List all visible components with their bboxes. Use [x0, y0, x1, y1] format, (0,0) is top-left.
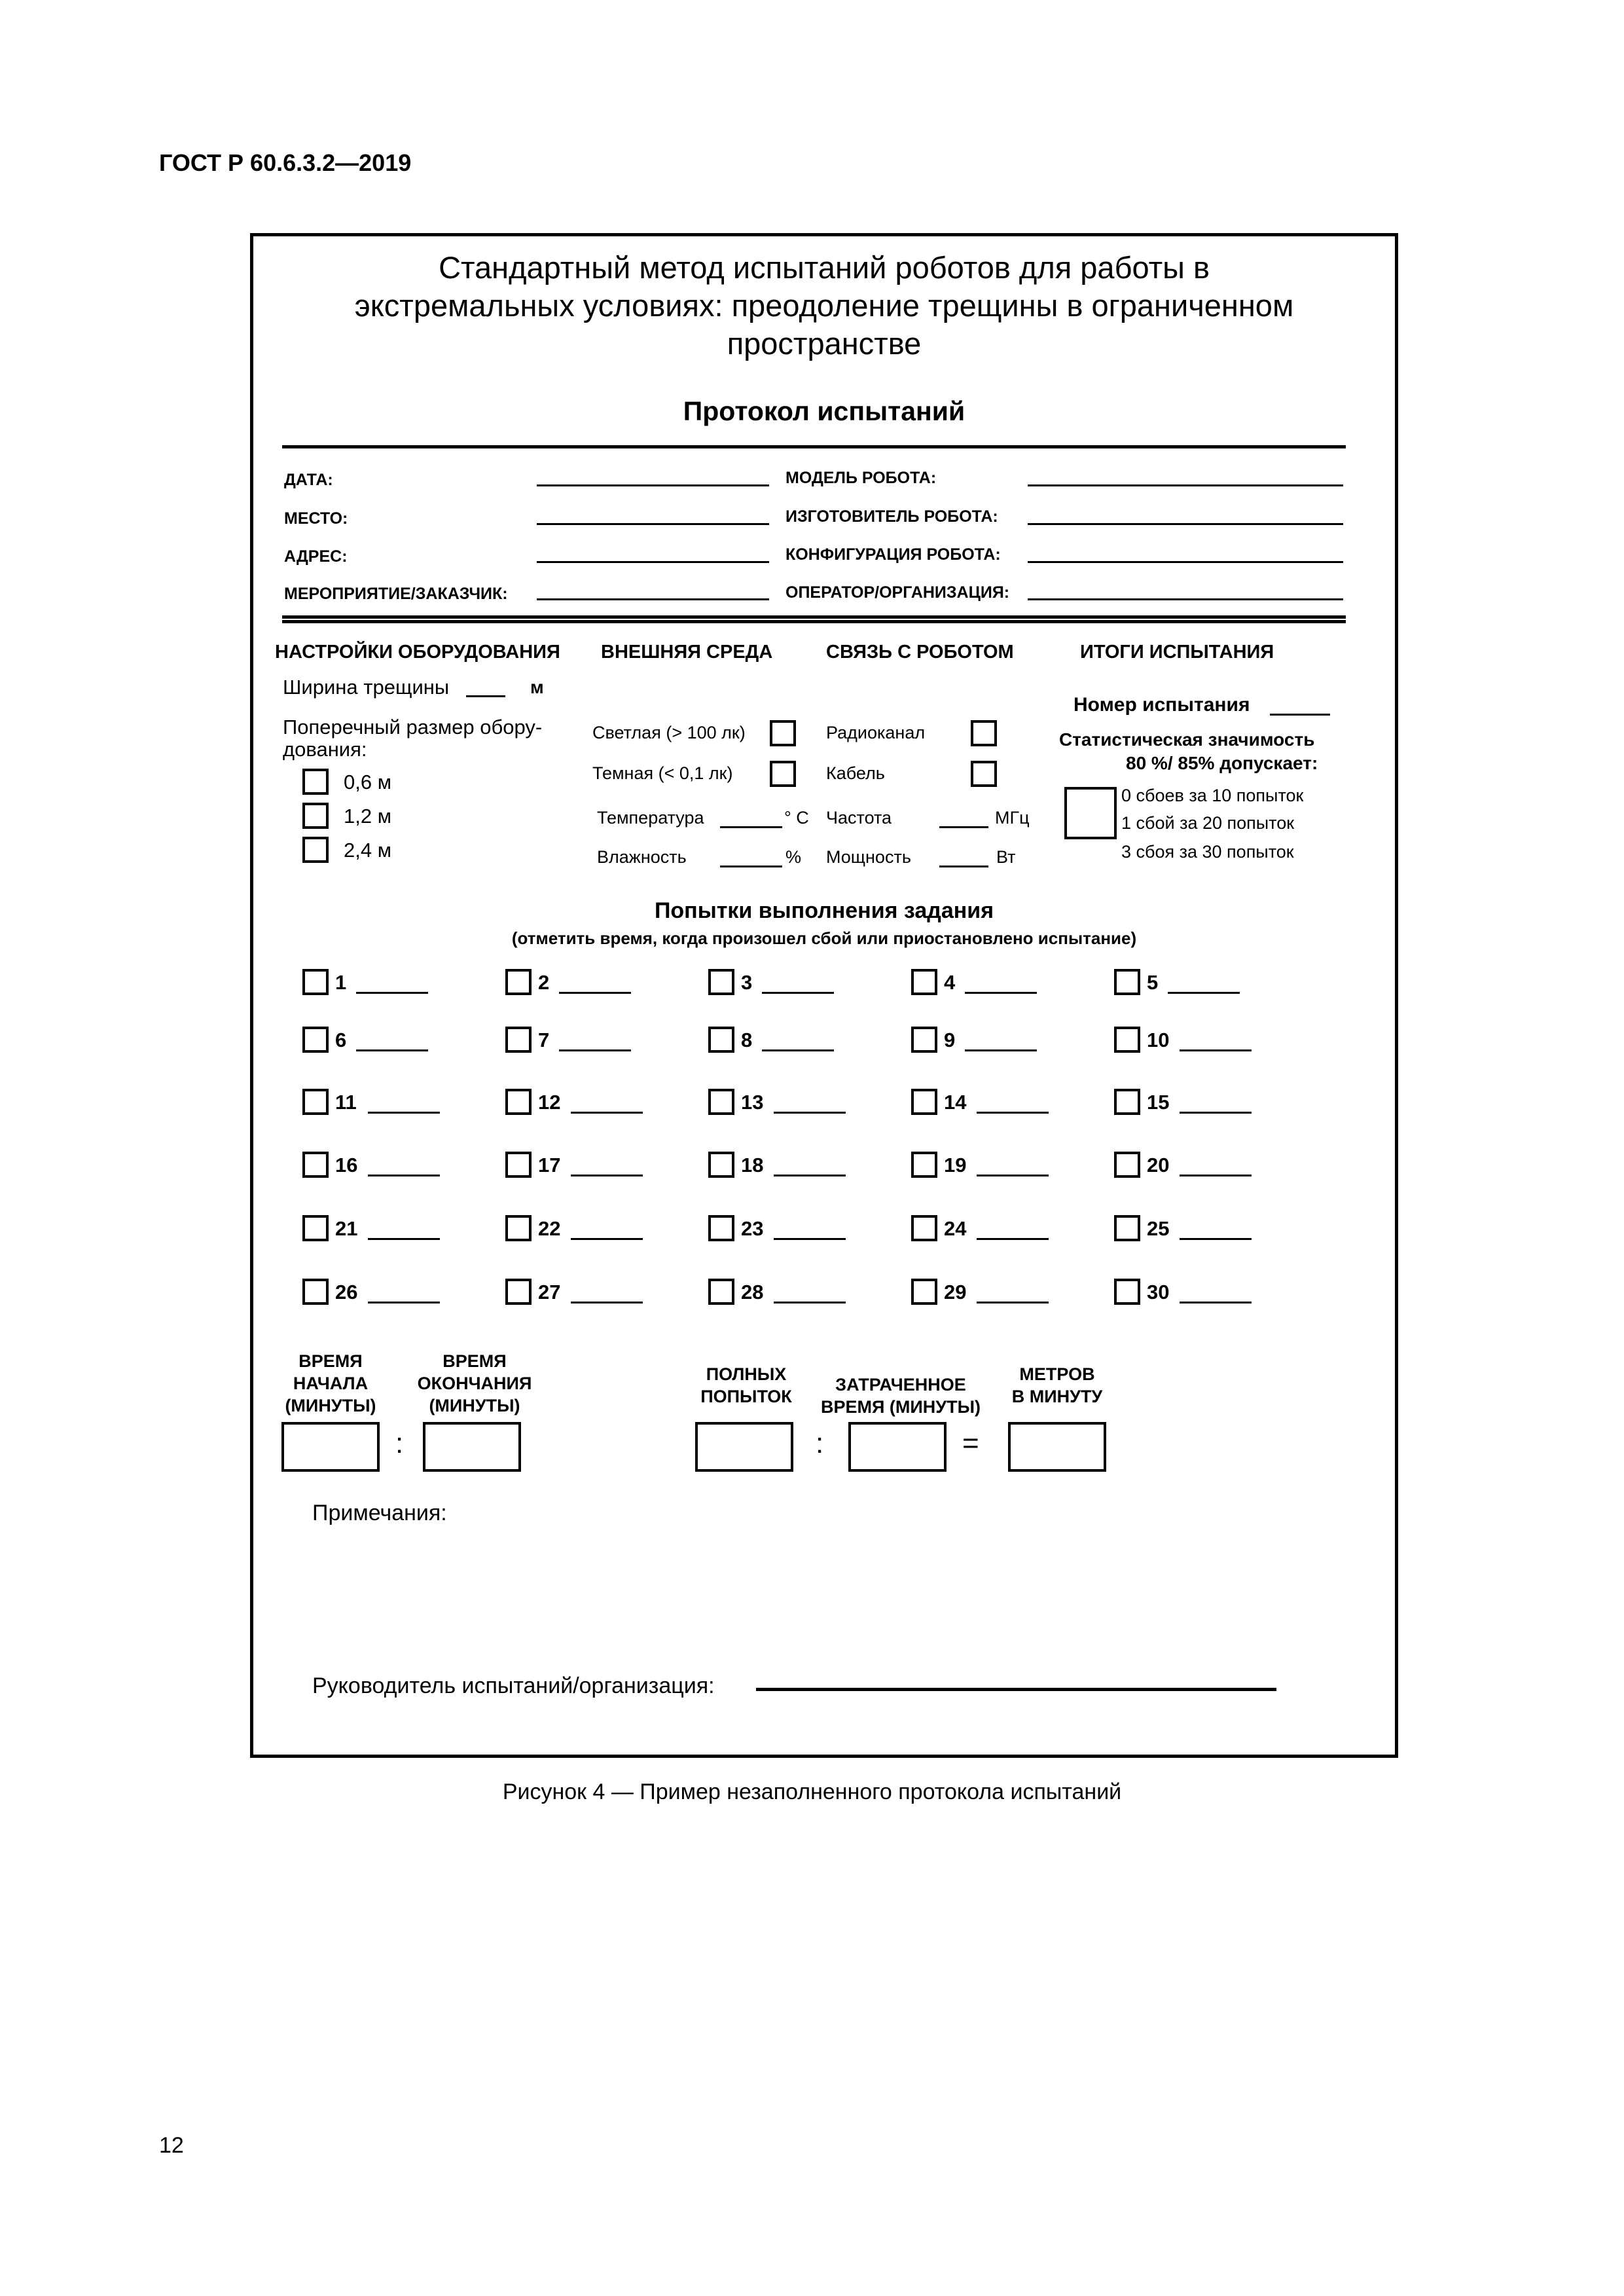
light-checkbox[interactable]	[770, 720, 796, 746]
rule-top	[282, 445, 1346, 448]
attempt-time-field[interactable]	[977, 1238, 1049, 1240]
label-operator: ОПЕРАТОР/ОРГАНИЗАЦИЯ:	[785, 583, 1010, 602]
attempt-number: 7	[538, 1029, 550, 1051]
attempt-time-field[interactable]	[774, 1175, 846, 1176]
label-date: ДАТА:	[284, 471, 333, 489]
attempt-time-field[interactable]	[1180, 1302, 1252, 1303]
attempt-number: 26	[335, 1281, 358, 1303]
attempt-time-field[interactable]	[977, 1175, 1049, 1176]
caption-line: ПОПЫТОК	[700, 1387, 792, 1406]
light-label: Светлая (> 100 лк)	[592, 723, 746, 742]
attempt-checkbox[interactable]	[302, 1027, 329, 1053]
attempt-time-field[interactable]	[571, 1238, 643, 1240]
size-1-2-checkbox[interactable]	[302, 803, 329, 829]
title-line: экстремальных условиях: преодоление трещины в ограниченном	[354, 288, 1294, 323]
attempt-number: 8	[741, 1029, 753, 1051]
section-equipment: НАСТРОЙКИ ОБОРУДОВАНИЯ	[275, 642, 560, 663]
attempt-checkbox[interactable]	[302, 1089, 329, 1115]
label-robot-maker: ИЗГОТОВИТЕЛЬ РОБОТА:	[785, 507, 998, 526]
attempt-number: 16	[335, 1154, 358, 1176]
attempt-time-field[interactable]	[762, 992, 834, 994]
attempt-number: 17	[538, 1154, 561, 1176]
section-results: ИТОГИ ИСПЫТАНИЯ	[1080, 642, 1274, 663]
attempt-checkbox[interactable]	[911, 1152, 937, 1178]
full-attempts-caption	[687, 1363, 805, 1408]
size-2-4-checkbox[interactable]	[302, 837, 329, 863]
attempt-time-field[interactable]	[774, 1302, 846, 1303]
end-time-caption	[406, 1350, 543, 1417]
temperature-field[interactable]	[720, 826, 782, 828]
attempt-number: 4	[944, 971, 956, 994]
power-unit: Вт	[996, 847, 1016, 867]
attempt-time-field[interactable]	[559, 1049, 631, 1051]
attempt-number: 14	[944, 1091, 967, 1114]
attempt-number: 2	[538, 971, 550, 994]
attempt-number: 20	[1147, 1154, 1170, 1176]
attempt-time-field[interactable]	[368, 1112, 440, 1114]
section-environment: ВНЕШНЯЯ СРЕДА	[601, 642, 773, 663]
attempt-time-field[interactable]	[965, 1049, 1037, 1051]
attempt-number: 27	[538, 1281, 561, 1303]
attempt-checkbox[interactable]	[302, 969, 329, 995]
attempt-number: 25	[1147, 1217, 1170, 1240]
attempt-time-field[interactable]	[977, 1302, 1049, 1303]
power-label: Мощность	[826, 847, 911, 867]
attempt-number: 6	[335, 1029, 347, 1051]
attempt-time-field[interactable]	[368, 1238, 440, 1240]
crack-width-field[interactable]	[466, 695, 505, 697]
attempt-time-field[interactable]	[1168, 992, 1240, 994]
notes-label: Примечания:	[312, 1501, 447, 1525]
attempt-checkbox[interactable]	[1114, 1089, 1140, 1115]
event-field[interactable]	[537, 598, 769, 600]
place-field[interactable]	[537, 523, 769, 525]
attempt-number: 30	[1147, 1281, 1170, 1303]
caption-line: ПОЛНЫХ	[706, 1364, 787, 1384]
robot-maker-field[interactable]	[1028, 523, 1343, 525]
criterion: 1 сбой за 20 попыток	[1121, 813, 1295, 833]
attempt-time-field[interactable]	[762, 1049, 834, 1051]
attempt-checkbox[interactable]	[505, 1089, 532, 1115]
size-0-6-label: 0,6 м	[344, 771, 392, 793]
attempt-time-field[interactable]	[774, 1238, 846, 1240]
supervisor-label: Руководитель испытаний/организация:	[312, 1673, 715, 1698]
caption-line: (МИНУТЫ)	[285, 1396, 376, 1415]
cross-size-line: дования:	[283, 738, 367, 761]
attempt-checkbox[interactable]	[911, 1279, 937, 1305]
cable-label: Кабель	[826, 763, 885, 783]
caption-line: НАЧАЛА	[293, 1374, 369, 1393]
colon-sign: :	[395, 1427, 404, 1459]
attempt-time-field[interactable]	[571, 1302, 643, 1303]
attempts-subtitle: (отметить время, когда произошел сбой или приостановлено испытание)	[511, 928, 1137, 948]
size-0-6-checkbox[interactable]	[302, 769, 329, 795]
frequency-unit: МГц	[995, 808, 1030, 828]
attempt-checkbox[interactable]	[708, 1089, 734, 1115]
full-attempts-field[interactable]	[695, 1422, 793, 1472]
caption-line: ОКОНЧАНИЯ	[417, 1374, 532, 1393]
attempt-number: 9	[944, 1029, 956, 1051]
radio-checkbox[interactable]	[971, 720, 997, 746]
attempt-checkbox[interactable]	[505, 1279, 532, 1305]
cable-checkbox[interactable]	[971, 761, 997, 787]
attempt-number: 18	[741, 1154, 764, 1176]
attempt-checkbox[interactable]	[505, 1215, 532, 1241]
equals-sign: =	[962, 1427, 979, 1459]
section-comm: СВЯЗЬ С РОБОТОМ	[826, 642, 1014, 663]
result-checkbox[interactable]	[1064, 787, 1117, 839]
attempt-time-field[interactable]	[356, 1049, 428, 1051]
caption-line: ВРЕМЯ	[442, 1351, 507, 1371]
title-line: пространстве	[727, 326, 922, 361]
attempt-checkbox[interactable]	[708, 1215, 734, 1241]
cross-size-label	[283, 716, 542, 761]
humidity-label: Влажность	[597, 847, 687, 867]
attempt-checkbox[interactable]	[911, 1027, 937, 1053]
attempt-checkbox[interactable]	[1114, 1027, 1140, 1053]
attempt-number: 11	[335, 1091, 357, 1114]
attempt-number: 21	[335, 1217, 358, 1240]
attempt-time-field[interactable]	[1180, 1238, 1252, 1240]
address-field[interactable]	[537, 561, 769, 563]
dark-checkbox[interactable]	[770, 761, 796, 787]
attempt-number: 5	[1147, 971, 1159, 994]
temperature-label: Температура	[597, 808, 704, 828]
attempt-checkbox[interactable]	[708, 969, 734, 995]
attempt-time-field[interactable]	[368, 1175, 440, 1176]
robot-model-field[interactable]	[1028, 484, 1343, 486]
attempt-time-field[interactable]	[368, 1302, 440, 1303]
elapsed-time-caption	[809, 1374, 992, 1418]
attempt-time-field[interactable]	[1180, 1112, 1252, 1114]
supervisor-field[interactable]	[756, 1688, 1276, 1691]
attempt-number: 23	[741, 1217, 764, 1240]
start-time-caption	[275, 1350, 386, 1417]
attempt-checkbox[interactable]	[505, 969, 532, 995]
document-code: ГОСТ Р 60.6.3.2—2019	[159, 149, 412, 176]
attempt-checkbox[interactable]	[708, 1279, 734, 1305]
caption-line: ВРЕМЯ (МИНУТЫ)	[820, 1397, 981, 1417]
label-address: АДРЕС:	[284, 547, 348, 566]
title-line: Стандартный метод испытаний роботов для работы в	[439, 250, 1210, 285]
label-robot-config: КОНФИГУРАЦИЯ РОБОТА:	[785, 545, 1001, 564]
attempt-time-field[interactable]	[965, 992, 1037, 994]
form-title	[250, 249, 1398, 363]
page-number: 12	[159, 2133, 184, 2158]
attempt-checkbox[interactable]	[505, 1152, 532, 1178]
criterion: 0 сбоев за 10 попыток	[1121, 786, 1304, 805]
attempt-checkbox[interactable]	[708, 1152, 734, 1178]
robot-config-field[interactable]	[1028, 561, 1343, 563]
end-time-field[interactable]	[423, 1422, 521, 1472]
criterion: 3 сбоя за 30 попыток	[1121, 842, 1294, 862]
attempt-number: 13	[741, 1091, 764, 1114]
elapsed-time-field[interactable]	[848, 1422, 947, 1472]
attempt-number: 29	[944, 1281, 967, 1303]
rule-bottom	[282, 615, 1346, 623]
test-number-field[interactable]	[1270, 714, 1330, 716]
humidity-unit: %	[785, 847, 802, 867]
attempt-checkbox[interactable]	[1114, 1279, 1140, 1305]
crack-width-unit: м	[530, 677, 544, 697]
frequency-label: Частота	[826, 808, 892, 828]
attempt-time-field[interactable]	[571, 1175, 643, 1176]
dark-label: Темная (< 0,1 лк)	[592, 763, 733, 783]
attempt-number: 3	[741, 971, 753, 994]
attempt-checkbox[interactable]	[1114, 1215, 1140, 1241]
attempt-number: 12	[538, 1091, 561, 1114]
attempt-number: 15	[1147, 1091, 1170, 1114]
form-frame	[250, 233, 1398, 1758]
attempt-checkbox[interactable]	[911, 1215, 937, 1241]
attempt-checkbox[interactable]	[911, 1089, 937, 1115]
caption-line: (МИНУТЫ)	[429, 1396, 520, 1415]
crack-width-label: Ширина трещины	[283, 676, 450, 699]
rate-field[interactable]	[1008, 1422, 1106, 1472]
attempt-checkbox[interactable]	[708, 1027, 734, 1053]
attempt-checkbox[interactable]	[911, 969, 937, 995]
attempt-time-field[interactable]	[977, 1112, 1049, 1114]
attempt-checkbox[interactable]	[505, 1027, 532, 1053]
attempt-time-field[interactable]	[571, 1112, 643, 1114]
attempt-number: 10	[1147, 1029, 1170, 1051]
attempt-checkbox[interactable]	[302, 1215, 329, 1241]
attempt-checkbox[interactable]	[1114, 969, 1140, 995]
label-robot-model: МОДЕЛЬ РОБОТА:	[785, 469, 937, 487]
caption-line: В МИНУТУ	[1011, 1387, 1103, 1406]
test-number-label: Номер испытания	[1074, 694, 1250, 716]
attempt-checkbox[interactable]	[302, 1152, 329, 1178]
humidity-field[interactable]	[720, 866, 782, 867]
date-field[interactable]	[537, 484, 769, 486]
caption-line: ЗАТРАЧЕННОЕ	[835, 1375, 966, 1394]
attempt-checkbox[interactable]	[1114, 1152, 1140, 1178]
stat-line-1: Статистическая значимость	[1059, 729, 1315, 750]
caption-line: МЕТРОВ	[1019, 1364, 1095, 1384]
size-2-4-label: 2,4 м	[344, 839, 392, 862]
attempt-checkbox[interactable]	[302, 1279, 329, 1305]
cross-size-line: Поперечный размер обору-	[283, 716, 543, 738]
attempt-number: 1	[335, 971, 347, 994]
rate-caption	[1001, 1363, 1113, 1408]
attempt-time-field[interactable]	[774, 1112, 846, 1114]
stat-line-2: 80 %/ 85% допускает:	[1126, 753, 1318, 773]
attempt-number: 24	[944, 1217, 967, 1240]
figure-caption: Рисунок 4 — Пример незаполненного протокола испытаний	[502, 1779, 1122, 1804]
label-event: МЕРОПРИЯТИЕ/ЗАКАЗЧИК:	[284, 585, 508, 603]
attempt-time-field[interactable]	[1180, 1049, 1252, 1051]
attempt-number: 28	[741, 1281, 764, 1303]
radio-label: Радиоканал	[826, 723, 926, 742]
colon-sign: :	[816, 1427, 824, 1459]
frequency-field[interactable]	[939, 826, 988, 828]
attempt-time-field[interactable]	[1180, 1175, 1252, 1176]
temperature-unit: ° С	[784, 808, 809, 828]
caption-line: ВРЕМЯ	[298, 1351, 363, 1371]
power-field[interactable]	[939, 866, 988, 867]
attempt-number: 19	[944, 1154, 967, 1176]
attempts-title: Попытки выполнения задания	[654, 898, 994, 923]
attempt-number: 22	[538, 1217, 561, 1240]
attempt-time-field[interactable]	[559, 992, 631, 994]
attempt-time-field[interactable]	[356, 992, 428, 994]
size-1-2-label: 1,2 м	[344, 805, 392, 828]
start-time-field[interactable]	[281, 1422, 380, 1472]
label-place: МЕСТО:	[284, 509, 348, 528]
form-subtitle: Протокол испытаний	[683, 396, 965, 426]
operator-field[interactable]	[1028, 598, 1343, 600]
